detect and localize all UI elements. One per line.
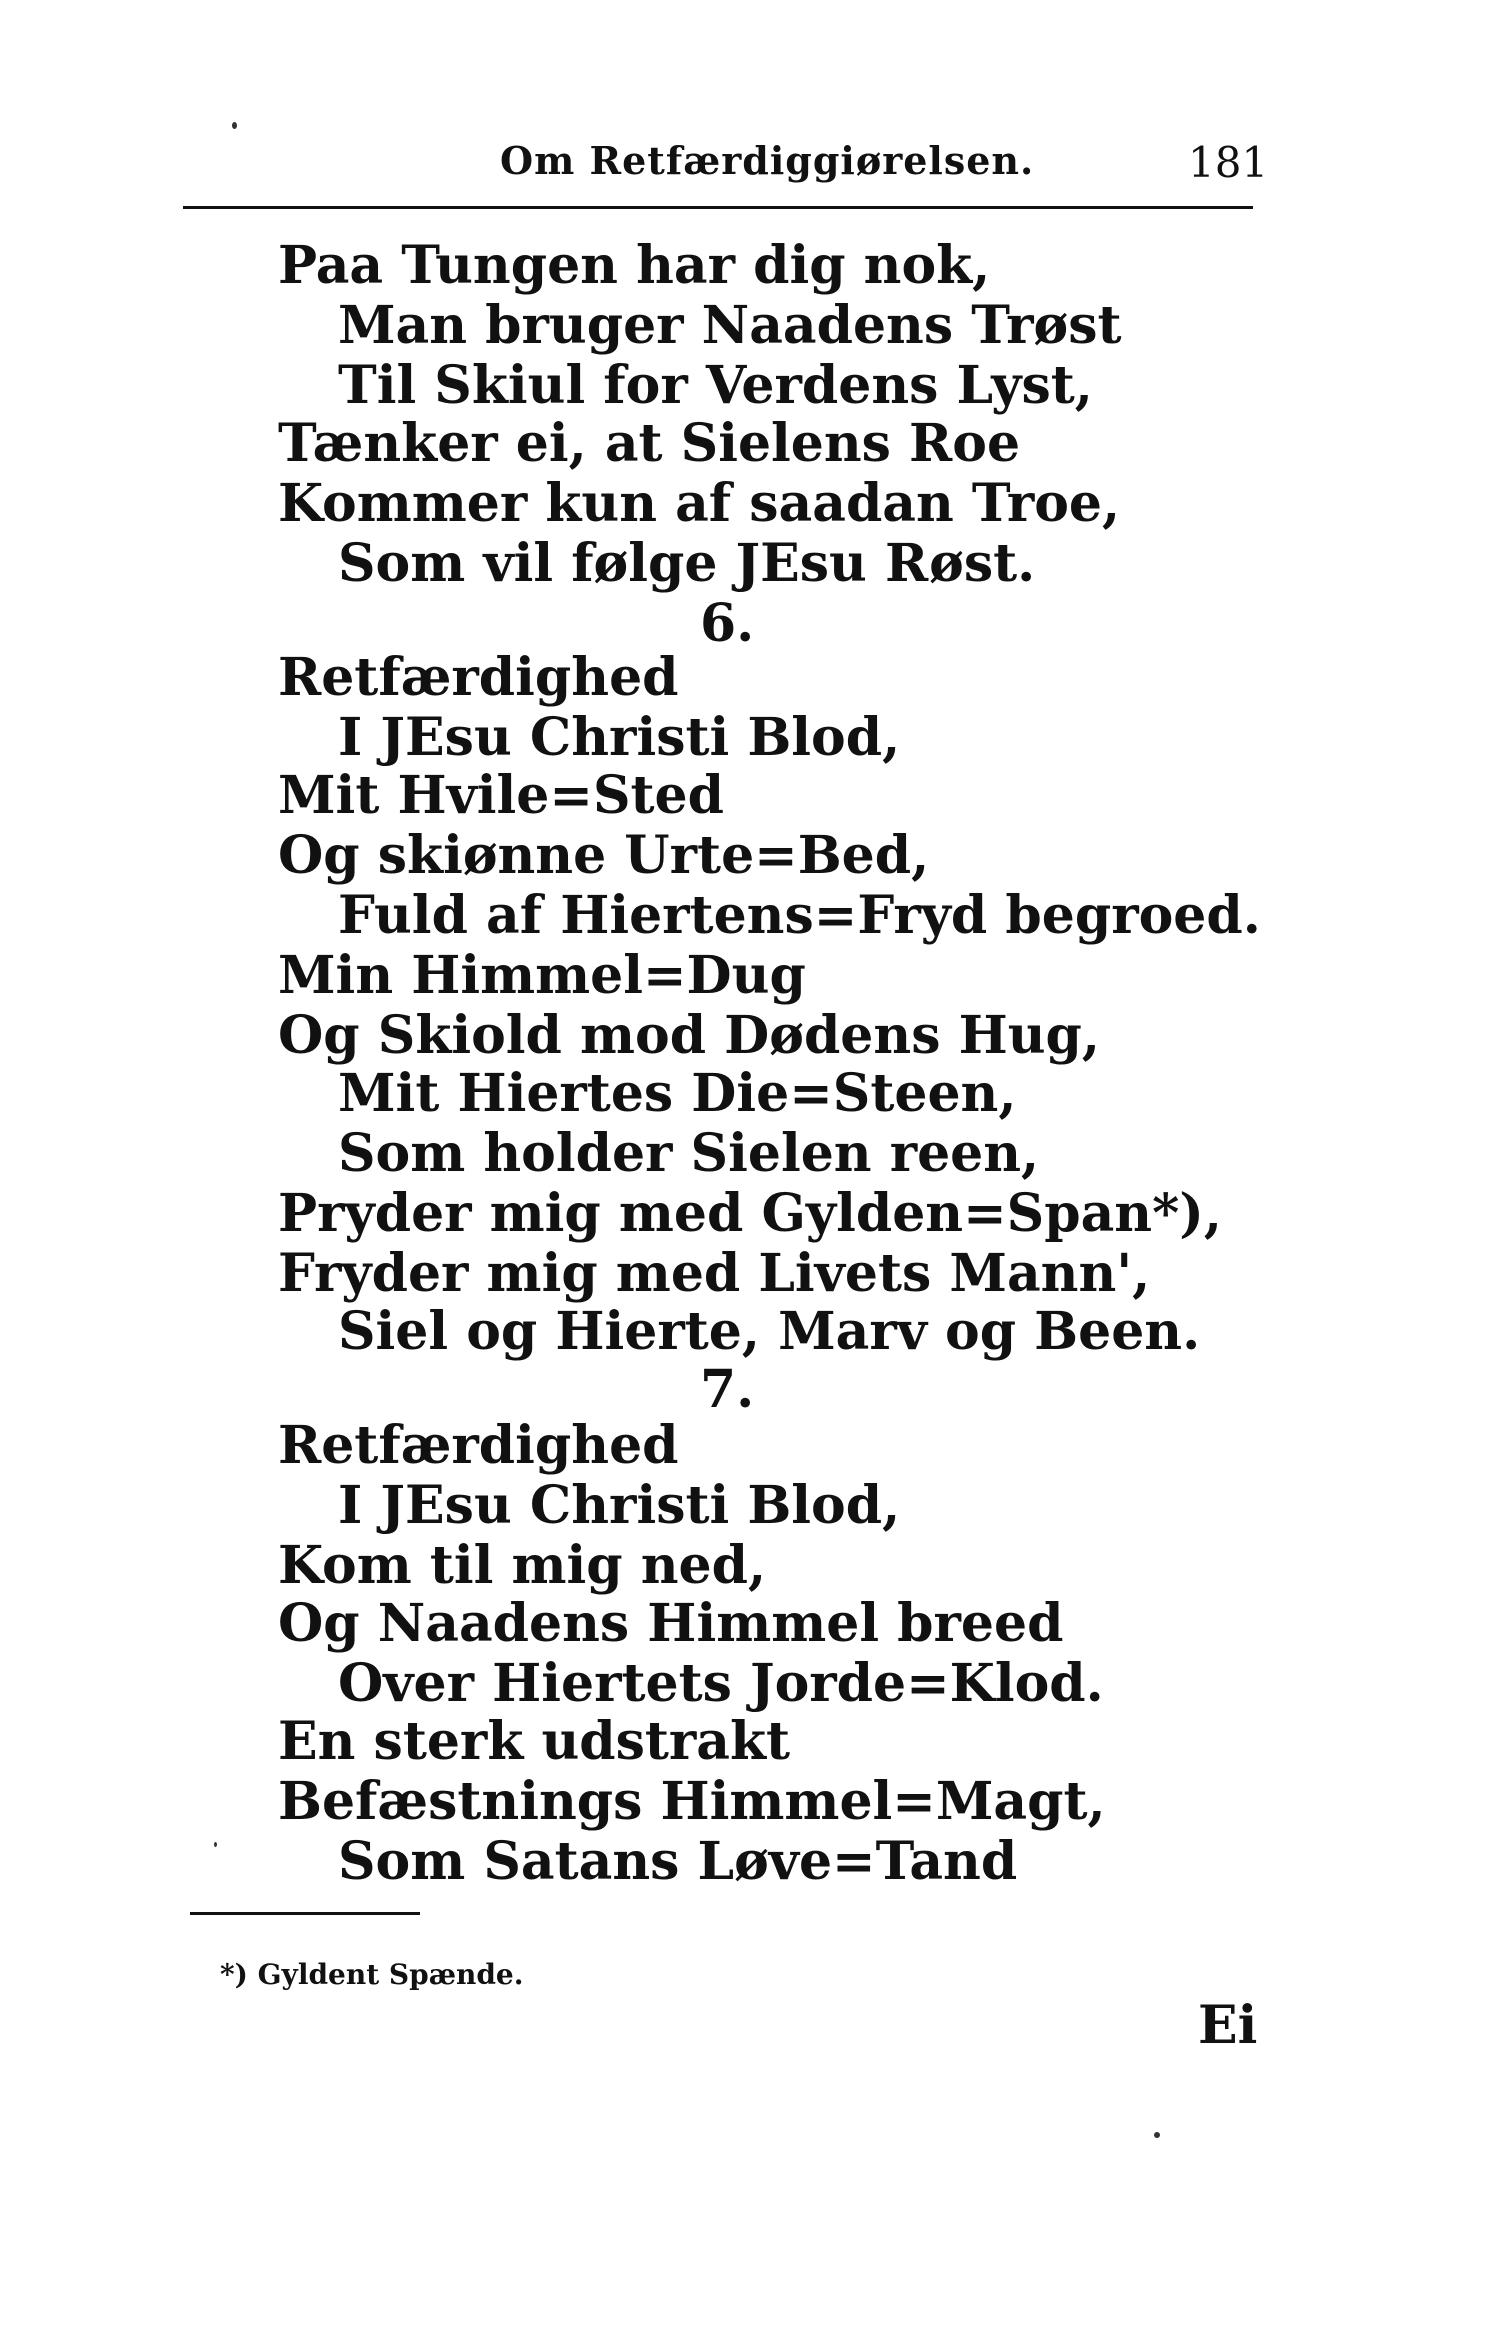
verse-line: Til Skiul for Verdens Lyst,: [338, 355, 1093, 416]
verse-line: Pryder mig med Gylden=Span*),: [278, 1183, 1222, 1244]
verse-line: Tænker ei, at Sielens Roe: [278, 413, 1021, 474]
verse-line: Retfærdighed: [278, 647, 679, 708]
verse-line: Min Himmel=Dug: [278, 945, 806, 1006]
verse-line: Kommer kun af saadan Troe,: [278, 473, 1121, 534]
catchword: Ei: [1198, 1995, 1258, 2056]
header-rule: [183, 206, 1253, 209]
footnote: *) Gyldent Spænde.: [220, 1958, 524, 1991]
verse-line: Man bruger Naadens Trøst: [338, 295, 1122, 356]
verse-line: Som holder Sielen reen,: [338, 1123, 1040, 1184]
footnote-rule: [190, 1912, 420, 1915]
verse-line: Og skiønne Urte=Bed,: [278, 825, 930, 886]
verse-line: Siel og Hierte, Marv og Been.: [338, 1301, 1201, 1362]
verse-line: Mit Hiertes Die=Steen,: [338, 1063, 1017, 1124]
stanza-number: 7.: [700, 1359, 755, 1420]
verse-line: Kom til mig ned,: [278, 1535, 767, 1596]
page-number: 181: [1188, 138, 1269, 187]
verse-line: Over Hiertets Jorde=Klod.: [338, 1653, 1104, 1714]
verse-line: Fuld af Hiertens=Fryd begroed.: [338, 885, 1261, 946]
verse-line: En sterk udstrakt: [278, 1711, 791, 1772]
print-speck: [232, 122, 237, 129]
verse-line: Som Satans Løve=Tand: [338, 1831, 1018, 1892]
verse-line: Befæstnings Himmel=Magt,: [278, 1771, 1106, 1832]
verse-line: Paa Tungen har dig nok,: [278, 235, 991, 296]
verse-line: Retfærdighed: [278, 1415, 679, 1476]
verse-line: Fryder mig med Livets Mann',: [278, 1243, 1151, 1304]
verse-line: Som vil følge JEsu Røst.: [338, 533, 1036, 594]
verse-line: Og Naadens Himmel breed: [278, 1593, 1064, 1654]
verse-line: I JEsu Christi Blod,: [338, 707, 901, 768]
print-speck: [1154, 2132, 1160, 2138]
verse-line: Og Skiold mod Dødens Hug,: [278, 1005, 1100, 1066]
verse-line: Mit Hvile=Sted: [278, 765, 724, 826]
verse-line: I JEsu Christi Blod,: [338, 1475, 901, 1536]
stanza-number: 6.: [700, 593, 755, 654]
print-speck: [214, 1842, 217, 1847]
running-header-title: Om Retfærdiggiørelsen.: [500, 138, 1035, 183]
